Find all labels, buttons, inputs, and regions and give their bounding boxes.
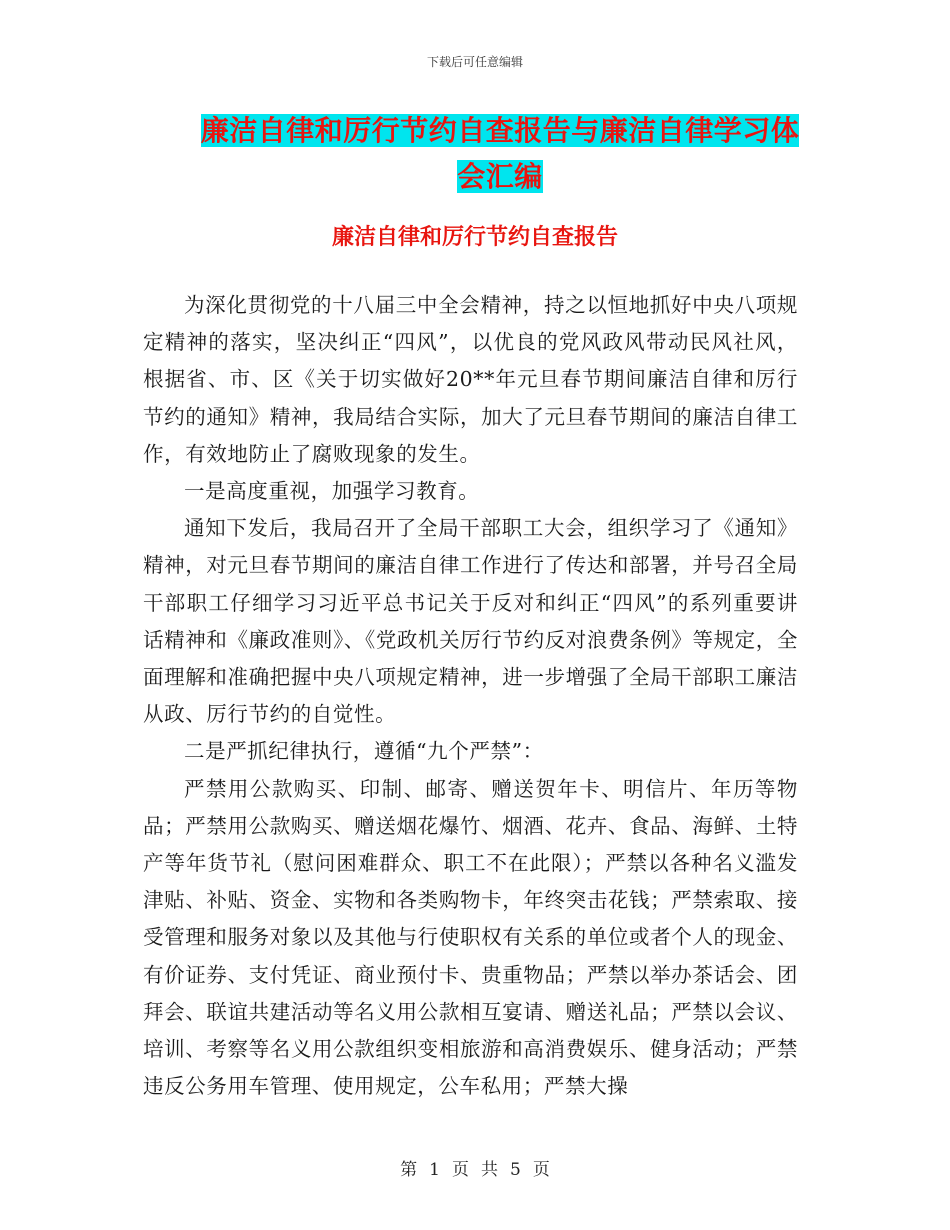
footer-prefix: 第 <box>400 1160 418 1180</box>
document-title <box>190 108 810 200</box>
page-footer <box>0 1155 950 1180</box>
header-note: 下载后可任意编辑 <box>426 55 523 69</box>
footer-total-prefix: 共 <box>481 1160 498 1180</box>
paragraph: 二是严抓纪律执行，遵循“九个严禁”： <box>184 739 544 764</box>
document-body <box>143 287 798 1105</box>
document-title-text: 廉洁自律和厉行节约自查报告与廉洁自律学习体会汇编 <box>200 114 800 193</box>
paragraph: 通知下发后，我局召开了全局干部职工大会，组织学习了《通知》精神，对元旦春节期间的廉洁自律工作进行了传达和部署，并号召全局干部职工仔细学习习近平总书记关于反对和纠正“四风”的系列重要讲话精神和《廉政准则》、《党政机关厉行节约反对浪费条例》等规定，全面理解和准确把握中央八项规定精神，进一步增强了全局干部职工廉洁从政、厉行节约的自觉性。 <box>143 516 798 727</box>
page-number: 1 <box>429 1160 440 1180</box>
paragraph: 严禁用公款购买、印制、邮寄、赠送贺年卡、明信片、年历等物品；严禁用公款购买、赠送烟花爆竹、烟酒、花卉、食品、海鲜、土特产等年货节礼（慰问困难群众、职工不在此限）；严禁以各种名义滥发津贴、补贴、资金、实物和各类购物卡，年终突击花钱；严禁索取、接受管理和服务对象以及其他与行使职权有关系的单位或者个人的现金、有价证券、支付凭证、商业预付卡、贵重物品；严禁以举办茶话会、团拜会、联谊共建活动等名义用公款相互宴请、赠送礼品；严禁以会议、培训、考察等名义用公款组织变相旅游和高消费娱乐、健身活动；严禁违反公务用车管理、使用规定，公车私用；严禁大操 <box>143 776 798 1099</box>
paragraph: 一是高度重视，加强学习教育。 <box>184 479 480 504</box>
footer-mid: 页 <box>452 1160 469 1180</box>
section-title: 廉洁自律和厉行节约自查报告 <box>331 225 618 250</box>
footer-suffix: 页 <box>532 1160 550 1180</box>
page-total: 5 <box>510 1160 521 1180</box>
paragraph: 为深化贯彻党的十八届三中全会精神，持之以恒地抓好中央八项规定精神的落实，坚决纠正“四风”，以优良的党风政风带动民风社风，根据省、市、区《关于切实做好20**年元旦春节期间廉洁自律和厉行节约的通知》精神，我局结合实际，加大了元旦春节期间的廉洁自律工作，有效地防止了腐败现象的发生。 <box>143 293 798 466</box>
